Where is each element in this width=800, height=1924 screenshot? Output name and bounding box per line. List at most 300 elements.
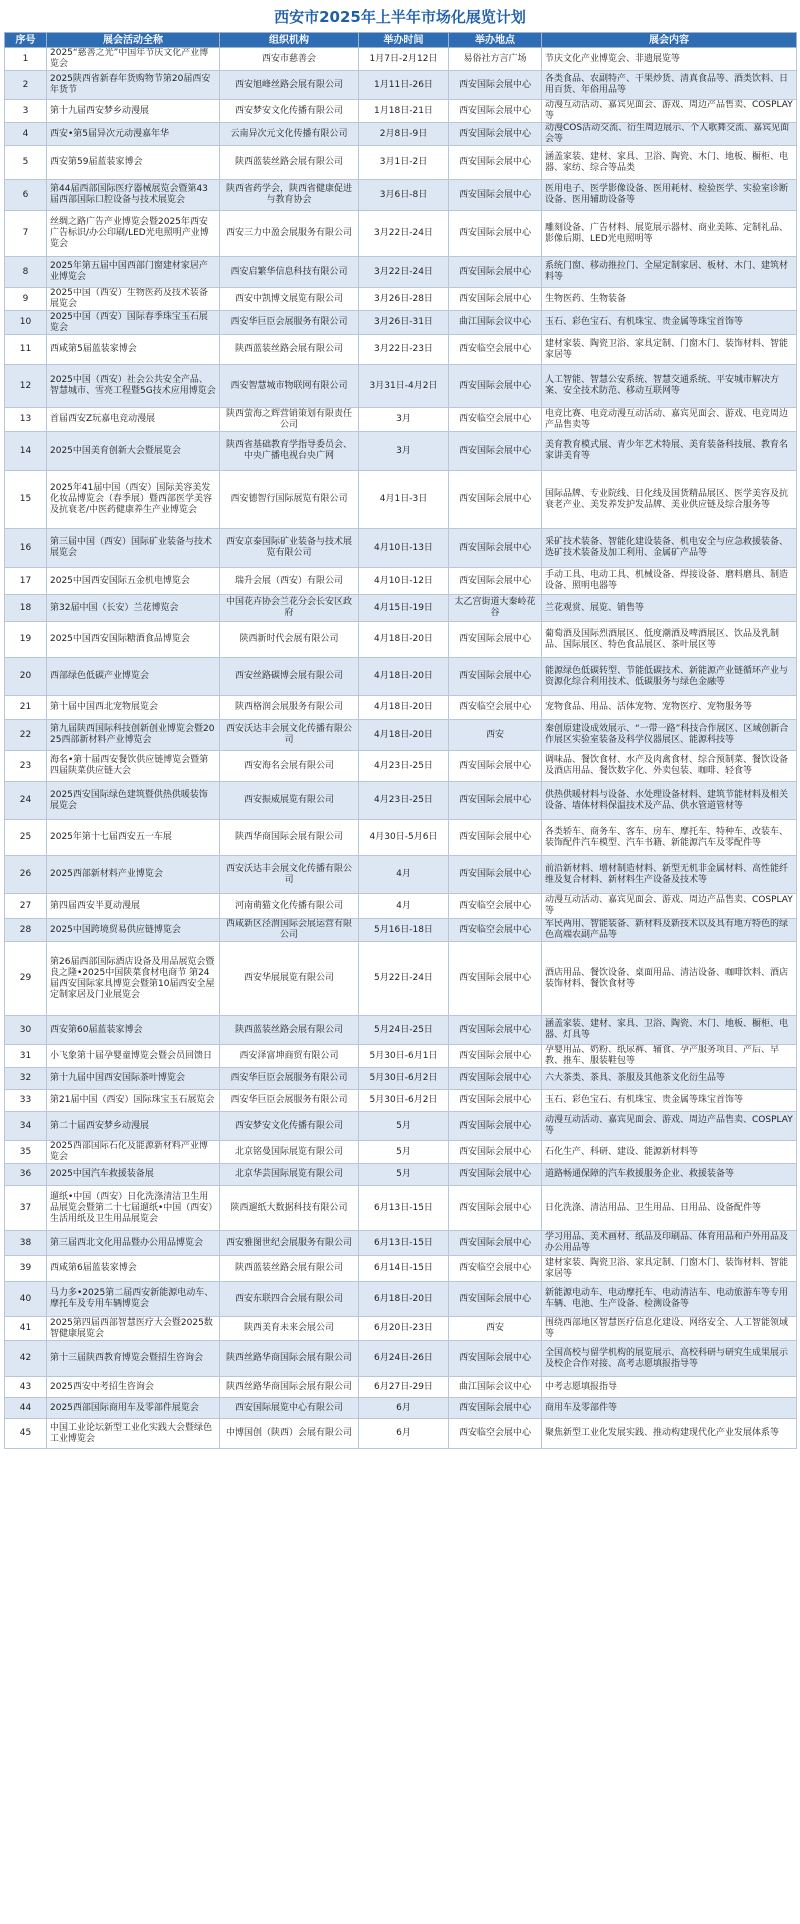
cell-content: 前沿新材料、增材制造材料、新型无机非金属材料、高性能纤维及复合材料、新材料生产设备及技术等 <box>542 856 797 894</box>
cell-no: 34 <box>5 1112 47 1141</box>
cell-content: 调味品、餐饮食材、水产及肉禽食材、综合预制菜、餐饮设备及酒店用品、餐饮数字化、外卖包装、咖啡、轻食等 <box>542 751 797 782</box>
cell-no: 45 <box>5 1419 47 1449</box>
cell-venue: 西安国际会展中心 <box>449 1341 542 1377</box>
cell-content: 孕婴用品、奶粉、纸尿裤、辅食、孕产服务项目、产后、早教、推车、服装鞋包等 <box>542 1045 797 1068</box>
cell-name: 第二十届西安梦乡动漫展 <box>47 1112 220 1141</box>
cell-venue: 西安临空会展中心 <box>449 335 542 365</box>
cell-org: 陕西丝路华商国际会展有限公司 <box>220 1341 359 1377</box>
header-time: 举办时间 <box>359 33 449 48</box>
cell-org: 西安沃达丰会展文化传播有限公司 <box>220 856 359 894</box>
cell-content: 宠物食品、用品、活体宠物、宠物医疗、宠物服务等 <box>542 696 797 720</box>
cell-content: 学习用品、美术画材、纸品及印刷品、体育用品和户外用品及办公用品等 <box>542 1231 797 1256</box>
cell-content: 全国高校与留学机构的展览展示、高校科研与研究生成果展示及校企合作对接、高考志愿填报指导等 <box>542 1341 797 1377</box>
cell-org: 西安京泰国际矿业装备与技术展览有限公司 <box>220 529 359 568</box>
cell-time: 4月23日-25日 <box>359 782 449 820</box>
cell-time: 1月7日-2月12日 <box>359 48 449 71</box>
cell-name: 2025中国汽车救援装备展 <box>47 1164 220 1186</box>
table-row <box>5 751 797 782</box>
cell-org: 西安国际展览中心有限公司 <box>220 1398 359 1419</box>
table-row <box>5 1045 797 1068</box>
cell-name: 2025陕西省新春年货购物节第20届西安年货节 <box>47 71 220 100</box>
cell-no: 20 <box>5 658 47 696</box>
cell-org: 陕西遛纸大数据科技有限公司 <box>220 1186 359 1231</box>
cell-time: 5月 <box>359 1164 449 1186</box>
cell-content: 动漫COS活动交流、衍生周边展示、个人歌舞交流、嘉宾见面会等 <box>542 123 797 146</box>
cell-content: 动漫互动活动、嘉宾见面会、游戏、周边产品售卖、COSPLAY等 <box>542 894 797 919</box>
cell-name: 2025中国（西安）社会公共安全产品、智慧城市、雪亮工程暨5G技术应用博览会 <box>47 365 220 408</box>
table-row <box>5 1164 797 1186</box>
table-row <box>5 365 797 408</box>
cell-content: 采矿技术装备、智能化建设装备、机电安全与应急救援装备、选矿技术装备及加工利用、金属矿产品等 <box>542 529 797 568</box>
cell-content: 道路畅通保障的汽车救援服务企业、救援装备等 <box>542 1164 797 1186</box>
cell-time: 6月 <box>359 1419 449 1449</box>
cell-name: 第三届西北文化用品暨办公用品博览会 <box>47 1231 220 1256</box>
table-row <box>5 180 797 211</box>
cell-name: 2025西部国际石化及能源新材料产业博览会 <box>47 1141 220 1164</box>
cell-no: 14 <box>5 432 47 471</box>
cell-org: 陕西省基础教育学指导委员会、中央广播电视台央广网 <box>220 432 359 471</box>
cell-org: 西安华展展览有限公司 <box>220 942 359 1016</box>
cell-org: 西咸新区泾渭国际会展运营有限公司 <box>220 919 359 942</box>
cell-time: 6月13日-15日 <box>359 1231 449 1256</box>
cell-org: 西安泽富坤商贸有限公司 <box>220 1045 359 1068</box>
cell-content: 手动工具、电动工具、机械设备、焊接设备、磨料磨具、制造设备、照明电器等 <box>542 568 797 595</box>
cell-venue: 西安国际会展中心 <box>449 1068 542 1090</box>
cell-name: 2025年第五届中国西部门窗建材家居产业博览会 <box>47 257 220 288</box>
cell-content: 葡萄酒及国际烈酒展区、低度潮酒及啤酒展区、饮品及乳制品、国际展区、特色食品展区、茶叶展区等 <box>542 622 797 658</box>
cell-org: 陕西萤海之辉营销策划有限责任公司 <box>220 408 359 432</box>
cell-content: 动漫互动活动、嘉宾见面会、游戏、周边产品售卖、COSPLAY等 <box>542 100 797 123</box>
cell-venue: 西安国际会展中心 <box>449 365 542 408</box>
table-header-row <box>5 33 797 48</box>
cell-content: 涵盖家装、建材、家具、卫浴、陶瓷、木门、地板、橱柜、电器、灯具等 <box>542 1016 797 1045</box>
table-row <box>5 1317 797 1341</box>
cell-no: 33 <box>5 1090 47 1112</box>
cell-time: 4月 <box>359 856 449 894</box>
cell-time: 4月15日-19日 <box>359 595 449 622</box>
cell-org: 西安东联四合会展有限公司 <box>220 1282 359 1317</box>
cell-no: 36 <box>5 1164 47 1186</box>
cell-name: 第十九届中国西安国际茶叶博览会 <box>47 1068 220 1090</box>
cell-org: 中博国创（陕西）会展有限公司 <box>220 1419 359 1449</box>
cell-content: 建材家装、陶瓷卫浴、家具定制、门窗木门、装饰材料、智能家居等 <box>542 1256 797 1282</box>
cell-name: 西安•第5届异次元动漫嘉年华 <box>47 123 220 146</box>
cell-no: 28 <box>5 919 47 942</box>
table-row <box>5 146 797 180</box>
cell-no: 29 <box>5 942 47 1016</box>
cell-time: 5月16日-18日 <box>359 919 449 942</box>
cell-no: 2 <box>5 71 47 100</box>
cell-no: 39 <box>5 1256 47 1282</box>
cell-no: 19 <box>5 622 47 658</box>
cell-no: 18 <box>5 595 47 622</box>
cell-time: 3月31日-4月2日 <box>359 365 449 408</box>
cell-time: 3月26日-31日 <box>359 311 449 335</box>
cell-org: 西安华巨臣会展服务有限公司 <box>220 311 359 335</box>
cell-time: 4月18日-20日 <box>359 696 449 720</box>
table-row <box>5 919 797 942</box>
cell-org: 中国花卉协会兰花分会长安区政府 <box>220 595 359 622</box>
cell-no: 1 <box>5 48 47 71</box>
table-row <box>5 1377 797 1398</box>
cell-org: 陕西美育未来会展公司 <box>220 1317 359 1341</box>
table-row <box>5 1068 797 1090</box>
cell-no: 31 <box>5 1045 47 1068</box>
cell-org: 陕西蓝装丝路会展有限公司 <box>220 146 359 180</box>
cell-time: 6月 <box>359 1398 449 1419</box>
table-row <box>5 595 797 622</box>
table-row <box>5 1341 797 1377</box>
cell-venue: 西安国际会展中心 <box>449 146 542 180</box>
cell-org: 瑞升会展（西安）有限公司 <box>220 568 359 595</box>
cell-no: 8 <box>5 257 47 288</box>
table-body <box>5 48 797 1449</box>
cell-org: 西安旭峰丝路会展有限公司 <box>220 71 359 100</box>
cell-org: 西安雅图世纪会展服务有限公司 <box>220 1231 359 1256</box>
table-row <box>5 471 797 529</box>
cell-org: 西安智慧城市物联网有限公司 <box>220 365 359 408</box>
cell-name: 西安第60届蓝装家博会 <box>47 1016 220 1045</box>
cell-no: 9 <box>5 288 47 311</box>
cell-name: 第26届西部国际酒店设备及用品展览会暨良之隆•2025中国陕菜食材电商节 第24届西安国际家具博览会暨第10届西安全屋定制家居及门业展览会 <box>47 942 220 1016</box>
cell-org: 西安梦安文化传播有限公司 <box>220 100 359 123</box>
cell-venue: 西安国际会展中心 <box>449 288 542 311</box>
cell-content: 石化生产、科研、建设、能源新材料等 <box>542 1141 797 1164</box>
header-content: 展会内容 <box>542 33 797 48</box>
table-row <box>5 335 797 365</box>
cell-venue: 西安国际会展中心 <box>449 856 542 894</box>
cell-name: 第21届中国（西安）国际珠宝玉石展览会 <box>47 1090 220 1112</box>
cell-no: 13 <box>5 408 47 432</box>
cell-org: 陕西华商国际会展有限公司 <box>220 820 359 856</box>
cell-content: 动漫互动活动、嘉宾见面会、游戏、周边产品售卖、COSPLAY等 <box>542 1112 797 1141</box>
cell-venue: 西安国际会展中心 <box>449 180 542 211</box>
table-row <box>5 1282 797 1317</box>
cell-venue: 西安国际会展中心 <box>449 100 542 123</box>
cell-org: 陕西蓝装丝路会展有限公司 <box>220 1256 359 1282</box>
header-venue: 举办地点 <box>449 33 542 48</box>
cell-content: 围绕西部地区智慧医疗信息化建设、网络安全、人工智能领域等 <box>542 1317 797 1341</box>
cell-time: 3月6日-8日 <box>359 180 449 211</box>
cell-name: 小飞象第十届孕婴童博览会暨会员回馈日 <box>47 1045 220 1068</box>
cell-org: 西安华巨臣会展服务有限公司 <box>220 1068 359 1090</box>
cell-no: 17 <box>5 568 47 595</box>
cell-content: 节庆文化产业博览会、非遗展览等 <box>542 48 797 71</box>
cell-content: 系统门窗、移动推拉门、全屋定制家居、板材、木门、建筑材料等 <box>542 257 797 288</box>
cell-time: 5月30日-6月2日 <box>359 1090 449 1112</box>
cell-content: 兰花观赏、展览、销售等 <box>542 595 797 622</box>
cell-no: 6 <box>5 180 47 211</box>
cell-content: 雕刻设备、广告材料、展览展示器材、商业美陈、定制礼品、影像后期、LED光电照明等 <box>542 211 797 257</box>
cell-org: 西安市慈善会 <box>220 48 359 71</box>
cell-venue: 西安临空会展中心 <box>449 894 542 919</box>
cell-time: 5月30日-6月2日 <box>359 1068 449 1090</box>
cell-time: 6月14日-15日 <box>359 1256 449 1282</box>
cell-venue: 西安临空会展中心 <box>449 1419 542 1449</box>
cell-venue: 西安国际会展中心 <box>449 1016 542 1045</box>
cell-venue: 西安国际会展中心 <box>449 1164 542 1186</box>
cell-venue: 太乙宫街道大秦岭花谷 <box>449 595 542 622</box>
cell-org: 北京华芸国际展览有限公司 <box>220 1164 359 1186</box>
cell-name: 西咸第6届蓝装家博会 <box>47 1256 220 1282</box>
cell-name: 遛纸•中国（西安）日化洗涤清洁卫生用品展览会暨第二十七届遛纸•中国（西安）生活用纸及卫生用品展览会 <box>47 1186 220 1231</box>
table-row <box>5 408 797 432</box>
cell-content: 各类轿车、商务车、客车、房车、摩托车、特种车、改装车、装饰配件汽车模型、汽车书籍、新能源汽车及零配件等 <box>542 820 797 856</box>
cell-name: 第四届西安半夏动漫展 <box>47 894 220 919</box>
cell-name: 2025中国（西安）生物医药及技术装备展览会 <box>47 288 220 311</box>
cell-no: 25 <box>5 820 47 856</box>
cell-no: 42 <box>5 1341 47 1377</box>
cell-venue: 西安国际会展中心 <box>449 471 542 529</box>
cell-name: 2025“慈善之光”中国年节庆文化产业博览会 <box>47 48 220 71</box>
cell-time: 5月 <box>359 1141 449 1164</box>
cell-venue: 西安国际会展中心 <box>449 751 542 782</box>
cell-content: 新能源电动车、电动摩托车、电动清洁车、电动旅游车等专用车辆、电池、生产设备、检测设备等 <box>542 1282 797 1317</box>
cell-name: 2025西部国际商用车及零部件展览会 <box>47 1398 220 1419</box>
cell-content: 电竞比赛、电竞动漫互动活动、嘉宾见面会、游戏、电竞周边产品售卖等 <box>542 408 797 432</box>
cell-no: 21 <box>5 696 47 720</box>
cell-time: 4月1日-3日 <box>359 471 449 529</box>
cell-name: 第十九届西安梦乡动漫展 <box>47 100 220 123</box>
table-row <box>5 1112 797 1141</box>
cell-no: 43 <box>5 1377 47 1398</box>
cell-name: 中国工业论坛新型工业化实践大会暨绿色工业博览会 <box>47 1419 220 1449</box>
cell-org: 西安沃达丰会展文化传播有限公司 <box>220 720 359 751</box>
cell-name: 2025中国跨境贸易供应链博览会 <box>47 919 220 942</box>
cell-name: 2025第四届西部智慧医疗大会暨2025数智健康展览会 <box>47 1317 220 1341</box>
cell-time: 6月13日-15日 <box>359 1186 449 1231</box>
cell-no: 44 <box>5 1398 47 1419</box>
header-no: 序号 <box>5 33 47 48</box>
cell-time: 2月8日-9日 <box>359 123 449 146</box>
cell-venue: 西安临空会展中心 <box>449 408 542 432</box>
cell-no: 40 <box>5 1282 47 1317</box>
table-row <box>5 820 797 856</box>
cell-venue: 西安国际会展中心 <box>449 211 542 257</box>
cell-venue: 西安国际会展中心 <box>449 942 542 1016</box>
cell-name: 2025年41届中国（西安）国际美容美发化妆品博览会（春季展）暨西部医学美容及抗衰老/中医药健康养生产业博览会 <box>47 471 220 529</box>
cell-time: 3月 <box>359 408 449 432</box>
cell-org: 陕西省药学会，陕西省健康促进与教育协会 <box>220 180 359 211</box>
cell-content: 中考志愿填报指导 <box>542 1377 797 1398</box>
cell-name: 2025中国西安国际五金机电博览会 <box>47 568 220 595</box>
cell-venue: 西安国际会展中心 <box>449 1231 542 1256</box>
cell-name: 丝绸之路广告产业博览会暨2025年西安广告标识/办公印刷/LED光电照明产业博览会 <box>47 211 220 257</box>
cell-name: 西部绿色低碳产业博览会 <box>47 658 220 696</box>
table-row <box>5 1419 797 1449</box>
cell-time: 3月1日-2日 <box>359 146 449 180</box>
cell-time: 4月18日-20日 <box>359 622 449 658</box>
cell-name: 马力多•2025第二届西安新能源电动车、摩托车及专用车辆博览会 <box>47 1282 220 1317</box>
cell-org: 陕西蓝装丝路会展有限公司 <box>220 1016 359 1045</box>
cell-time: 3月22日-24日 <box>359 257 449 288</box>
cell-content: 生物医药、生物装备 <box>542 288 797 311</box>
header-name: 展会活动全称 <box>47 33 220 48</box>
cell-time: 4月23日-25日 <box>359 751 449 782</box>
cell-content: 秦创原建设成效展示、“一带一路”科技合作展区、区域创新合作展区实验室装备及科学仪器展区、能源科技等 <box>542 720 797 751</box>
cell-content: 国际品牌、专业院线、日化线及国货精品展区、医学美容及抗衰老产业、美发养发护发品牌、美业供应链及综合服务等 <box>542 471 797 529</box>
cell-no: 32 <box>5 1068 47 1090</box>
table-row <box>5 1016 797 1045</box>
cell-venue: 西安国际会展中心 <box>449 432 542 471</box>
cell-content: 人工智能、智慧公安系统、智慧交通系统、平安城市解决方案、安全技术防范、移动互联网等 <box>542 365 797 408</box>
cell-time: 6月20日-23日 <box>359 1317 449 1341</box>
cell-name: 2025中国西安国际糖酒食品博览会 <box>47 622 220 658</box>
cell-org: 西安华巨臣会展服务有限公司 <box>220 1090 359 1112</box>
table-row <box>5 432 797 471</box>
cell-name: 2025中国（西安）国际春季珠宝玉石展览会 <box>47 311 220 335</box>
cell-time: 5月30日-6月1日 <box>359 1045 449 1068</box>
table-row <box>5 782 797 820</box>
cell-time: 3月22日-24日 <box>359 211 449 257</box>
cell-no: 35 <box>5 1141 47 1164</box>
cell-name: 海名•第十届西安餐饮供应链博览会暨第四届陕菜供应链大会 <box>47 751 220 782</box>
cell-venue: 西安国际会展中心 <box>449 257 542 288</box>
cell-time: 6月24日-26日 <box>359 1341 449 1377</box>
cell-org: 河南萌猫文化传播有限公司 <box>220 894 359 919</box>
cell-name: 西咸第5届蓝装家博会 <box>47 335 220 365</box>
cell-venue: 西安 <box>449 720 542 751</box>
cell-time: 4月10日-12日 <box>359 568 449 595</box>
cell-no: 27 <box>5 894 47 919</box>
cell-time: 4月 <box>359 894 449 919</box>
table-row <box>5 123 797 146</box>
cell-no: 24 <box>5 782 47 820</box>
cell-no: 4 <box>5 123 47 146</box>
table-row <box>5 529 797 568</box>
cell-org: 西安振威展览有限公司 <box>220 782 359 820</box>
page-title: 西安市2025年上半年市场化展览计划 <box>4 2 796 32</box>
cell-venue: 西安国际会展中心 <box>449 529 542 568</box>
table-row <box>5 1186 797 1231</box>
table-row <box>5 658 797 696</box>
table-row <box>5 1141 797 1164</box>
cell-content: 涵盖家装、建材、家具、卫浴、陶瓷、木门、地板、橱柜、电器、家纺、综合等品类 <box>542 146 797 180</box>
cell-name: 第32届中国（长安）兰花博览会 <box>47 595 220 622</box>
cell-content: 军民两用、智能装备、新材料及新技术以及具有地方特色的绿色高端农副产品等 <box>542 919 797 942</box>
cell-time: 4月10日-13日 <box>359 529 449 568</box>
cell-time: 4月18日-20日 <box>359 720 449 751</box>
cell-time: 3月22日-23日 <box>359 335 449 365</box>
cell-time: 6月18日-20日 <box>359 1282 449 1317</box>
cell-no: 37 <box>5 1186 47 1231</box>
cell-content: 六大茶类、茶具、茶服及其他茶文化衍生品等 <box>542 1068 797 1090</box>
cell-venue: 西安临空会展中心 <box>449 696 542 720</box>
table-row <box>5 894 797 919</box>
cell-name: 2025西安中考招生咨询会 <box>47 1377 220 1398</box>
cell-venue: 西安国际会展中心 <box>449 123 542 146</box>
cell-venue: 西安国际会展中心 <box>449 71 542 100</box>
cell-org: 陕西格润会展服务有限公司 <box>220 696 359 720</box>
table-row <box>5 1256 797 1282</box>
cell-name: 2025年第十七届西安五一车展 <box>47 820 220 856</box>
cell-org: 西安中凯博文展览有限公司 <box>220 288 359 311</box>
table-row <box>5 257 797 288</box>
cell-org: 西安梦安文化传播有限公司 <box>220 1112 359 1141</box>
cell-time: 1月11日-26日 <box>359 71 449 100</box>
cell-org: 西安海名会展有限公司 <box>220 751 359 782</box>
cell-venue: 西安临空会展中心 <box>449 919 542 942</box>
table-row <box>5 288 797 311</box>
cell-name: 第十届中国西北宠物展览会 <box>47 696 220 720</box>
cell-no: 3 <box>5 100 47 123</box>
cell-time: 3月 <box>359 432 449 471</box>
table-row <box>5 622 797 658</box>
cell-venue: 西安国际会展中心 <box>449 1141 542 1164</box>
cell-venue: 西安国际会展中心 <box>449 1186 542 1231</box>
cell-no: 30 <box>5 1016 47 1045</box>
exhibition-table <box>4 32 797 1449</box>
cell-venue: 西安国际会展中心 <box>449 658 542 696</box>
cell-name: 2025西部新材料产业博览会 <box>47 856 220 894</box>
cell-time: 5月22日-24日 <box>359 942 449 1016</box>
cell-org: 西安三力中盈会展服务有限公司 <box>220 211 359 257</box>
cell-name: 第九届陕西国际科技创新创业博览会暨2025西部新材料产业博览会 <box>47 720 220 751</box>
cell-time: 1月18日-21日 <box>359 100 449 123</box>
cell-no: 23 <box>5 751 47 782</box>
cell-venue: 西安国际会展中心 <box>449 820 542 856</box>
cell-venue: 西安国际会展中心 <box>449 568 542 595</box>
cell-no: 16 <box>5 529 47 568</box>
cell-org: 西安德智行国际展览有限公司 <box>220 471 359 529</box>
cell-time: 4月30日-5月6日 <box>359 820 449 856</box>
table-row <box>5 1398 797 1419</box>
cell-time: 4月18日-20日 <box>359 658 449 696</box>
cell-org: 云南异次元文化传播有限公司 <box>220 123 359 146</box>
cell-no: 22 <box>5 720 47 751</box>
table-row <box>5 1231 797 1256</box>
table-row <box>5 568 797 595</box>
cell-name: 2025西安国际绿色建筑暨供热供暖装饰展览会 <box>47 782 220 820</box>
table-row <box>5 100 797 123</box>
cell-org: 北京铭曼国际展览有限公司 <box>220 1141 359 1164</box>
cell-content: 酒店用品、餐饮设备、桌面用品、清洁设备、咖啡饮料、酒店装饰材料、餐饮食材等 <box>542 942 797 1016</box>
cell-time: 6月27日-29日 <box>359 1377 449 1398</box>
cell-no: 26 <box>5 856 47 894</box>
cell-name: 首届西安Z玩嘉电竞动漫展 <box>47 408 220 432</box>
table-row <box>5 1090 797 1112</box>
cell-content: 各类食品、农副特产、干果炒货、清真食品等、酒类饮料、日用百货、年俗用品等 <box>542 71 797 100</box>
cell-no: 15 <box>5 471 47 529</box>
cell-name: 第三届中国（西安）国际矿业装备与技术展览会 <box>47 529 220 568</box>
cell-time: 3月26日-28日 <box>359 288 449 311</box>
cell-content: 能源绿色低碳转型、节能低碳技术、新能源产业链循环产业与资源化综合利用技术、低碳服务与绿色金融等 <box>542 658 797 696</box>
cell-time: 5月 <box>359 1112 449 1141</box>
table-row <box>5 696 797 720</box>
cell-org: 陕西蓝装丝路会展有限公司 <box>220 335 359 365</box>
cell-no: 11 <box>5 335 47 365</box>
cell-no: 7 <box>5 211 47 257</box>
cell-org: 陕西丝路华商国际会展有限公司 <box>220 1377 359 1398</box>
table-row <box>5 311 797 335</box>
table-row <box>5 720 797 751</box>
cell-content: 建材家装、陶瓷卫浴、家具定制、门窗木门、装饰材料、智能家居等 <box>542 335 797 365</box>
cell-content: 商用车及零部件等 <box>542 1398 797 1419</box>
cell-time: 5月24日-25日 <box>359 1016 449 1045</box>
table-row <box>5 48 797 71</box>
cell-no: 12 <box>5 365 47 408</box>
cell-no: 10 <box>5 311 47 335</box>
cell-content: 供热供暖材料与设备、水处理设备材料、建筑节能材料及相关设备、墙体材料保温技术及产品、供水管道管材等 <box>542 782 797 820</box>
cell-no: 41 <box>5 1317 47 1341</box>
table-row <box>5 211 797 257</box>
cell-venue: 西安国际会展中心 <box>449 1090 542 1112</box>
cell-name: 2025中国美育创新大会暨展览会 <box>47 432 220 471</box>
cell-venue: 西安国际会展中心 <box>449 782 542 820</box>
cell-venue: 西安国际会展中心 <box>449 1112 542 1141</box>
cell-venue: 易俗社方言广场 <box>449 48 542 71</box>
cell-no: 5 <box>5 146 47 180</box>
